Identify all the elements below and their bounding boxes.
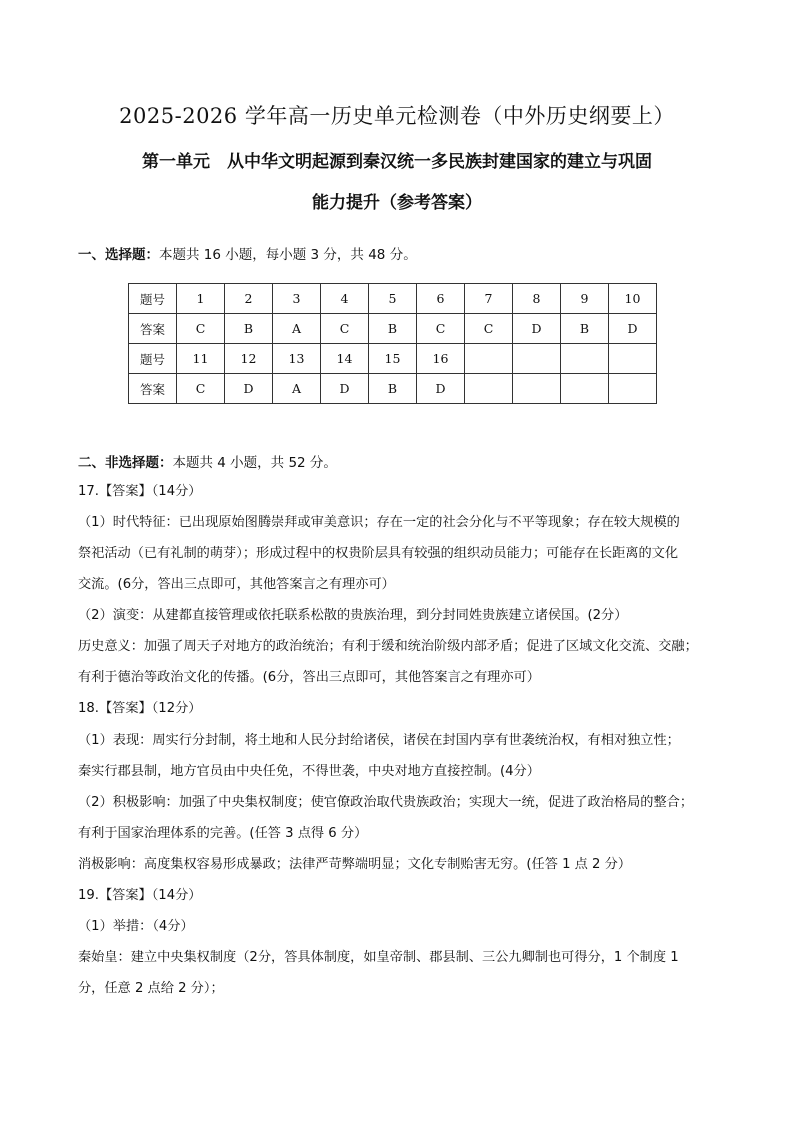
table-cell: 9 <box>561 284 609 314</box>
table-cell: B <box>369 314 417 344</box>
unit-title: 第一单元 从中华文明起源到秦汉统一多民族封建国家的建立与巩固 <box>142 152 652 172</box>
answer-line: 祭祀活动（已有礼制的萌芽）；形成过程中的权贵阶层具有较强的组织动员能力；可能存在长距离的文化 <box>78 546 679 561</box>
table-cell: C <box>177 314 225 344</box>
table-cell: 3 <box>273 284 321 314</box>
table-cell: 11 <box>177 344 225 374</box>
section-nonchoice-desc: 本题共 4 小题，共 52 分。 <box>172 455 337 471</box>
table-cell: 1 <box>177 284 225 314</box>
table-cell-label: 答案 <box>129 314 177 344</box>
table-cell: D <box>417 374 465 404</box>
table-cell <box>609 344 657 374</box>
table-cell: 13 <box>273 344 321 374</box>
table-cell <box>513 374 561 404</box>
answer-subtitle: 能力提升（参考答案） <box>312 193 482 213</box>
table-cell: C <box>177 374 225 404</box>
table-cell: B <box>369 374 417 404</box>
table-cell <box>513 344 561 374</box>
answer-line: 秦始皇：建立中央集权制度（2分，答具体制度，如皇帝制、郡县制、三公九卿制也可得分，1 个制度 1 <box>78 950 679 965</box>
table-cell <box>561 374 609 404</box>
table-cell: 12 <box>225 344 273 374</box>
table-cell: 6 <box>417 284 465 314</box>
table-cell: C <box>417 314 465 344</box>
document-title: 2025-2026 学年高一历史单元检测卷（中外历史纲要上） <box>119 104 675 128</box>
table-cell-label: 题号 <box>129 344 177 374</box>
answer-line: （2）演变：从建都直接管理或依托联系松散的贵族治理，到分封同姓贵族建立诸侯国。(2分） <box>78 608 628 623</box>
table-cell: 8 <box>513 284 561 314</box>
table-cell: 2 <box>225 284 273 314</box>
answer-line: 有利于德治等政治文化的传播。(6分，答出三点即可，其他答案言之有理亦可） <box>78 670 540 685</box>
table-cell: D <box>609 314 657 344</box>
answer-line: （2）积极影响：加强了中央集权制度；使官僚政治取代贵族政治；实现大一统，促进了政治格局的整合； <box>78 795 694 810</box>
table-row-answers-2 <box>129 374 657 404</box>
table-cell: D <box>225 374 273 404</box>
section-nonchoice-heading <box>78 451 337 471</box>
answer-line: （1）时代特征：已出现原始图腾崇拜或审美意识；存在一定的社会分化与不平等现象；存在较大规模的 <box>78 515 680 530</box>
table-cell: 15 <box>369 344 417 374</box>
table-row-questions-1 <box>129 284 657 314</box>
answer-18-header: 18.【答案】（12分） <box>78 701 202 716</box>
table-cell <box>609 374 657 404</box>
answer-19-header: 19.【答案】（14分） <box>78 888 202 903</box>
table-cell: 10 <box>609 284 657 314</box>
answer-line: 分，任意 2 点给 2 分）； <box>78 981 224 996</box>
table-cell: A <box>273 374 321 404</box>
answer-line: 消极影响：高度集权容易形成暴政；法律严苛弊端明显；文化专制贻害无穷。(任答 1 点 2 分） <box>78 857 632 872</box>
table-row-answers-1 <box>129 314 657 344</box>
table-cell-label: 答案 <box>129 374 177 404</box>
section-choice-desc: 本题共 16 小题，每小题 3 分，共 48 分。 <box>159 247 417 263</box>
table-cell: C <box>465 314 513 344</box>
table-cell: D <box>321 374 369 404</box>
table-cell: D <box>513 314 561 344</box>
table-cell: 16 <box>417 344 465 374</box>
answer-line: 有利于国家治理体系的完善。(任答 3 点得 6 分） <box>78 826 368 841</box>
table-cell: A <box>273 314 321 344</box>
answer-line: （1）举措：（4分） <box>78 919 194 934</box>
table-cell <box>465 344 513 374</box>
section-choice-heading <box>78 243 417 263</box>
table-cell: 7 <box>465 284 513 314</box>
table-cell: 4 <box>321 284 369 314</box>
table-cell: B <box>561 314 609 344</box>
section-choice-label: 一、选择题： <box>78 247 159 263</box>
answer-line: 交流。(6分，答出三点即可，其他答案言之有理亦可） <box>78 577 395 592</box>
table-cell <box>561 344 609 374</box>
answer-line: 秦实行郡县制，地方官员由中央任免，不得世袭，中央对地方直接控制。(4分） <box>78 764 540 779</box>
answer-17-header: 17.【答案】（14分） <box>78 484 202 499</box>
table-cell: B <box>225 314 273 344</box>
table-cell-label: 题号 <box>129 284 177 314</box>
section-nonchoice-label: 二、非选择题： <box>78 455 173 471</box>
table-cell: C <box>321 314 369 344</box>
answer-line: 历史意义：加强了周天子对地方的政治统治；有利于缓和统治阶级内部矛盾；促进了区域文化交流、交融； <box>78 639 698 654</box>
answer-line: （1）表现：周实行分封制，将土地和人民分封给诸侯，诸侯在封国内享有世袭统治权，有相对独立性； <box>78 733 680 748</box>
table-cell: 14 <box>321 344 369 374</box>
table-cell <box>465 374 513 404</box>
table-row-questions-2 <box>129 344 657 374</box>
table-cell: 5 <box>369 284 417 314</box>
answer-table <box>128 283 657 404</box>
